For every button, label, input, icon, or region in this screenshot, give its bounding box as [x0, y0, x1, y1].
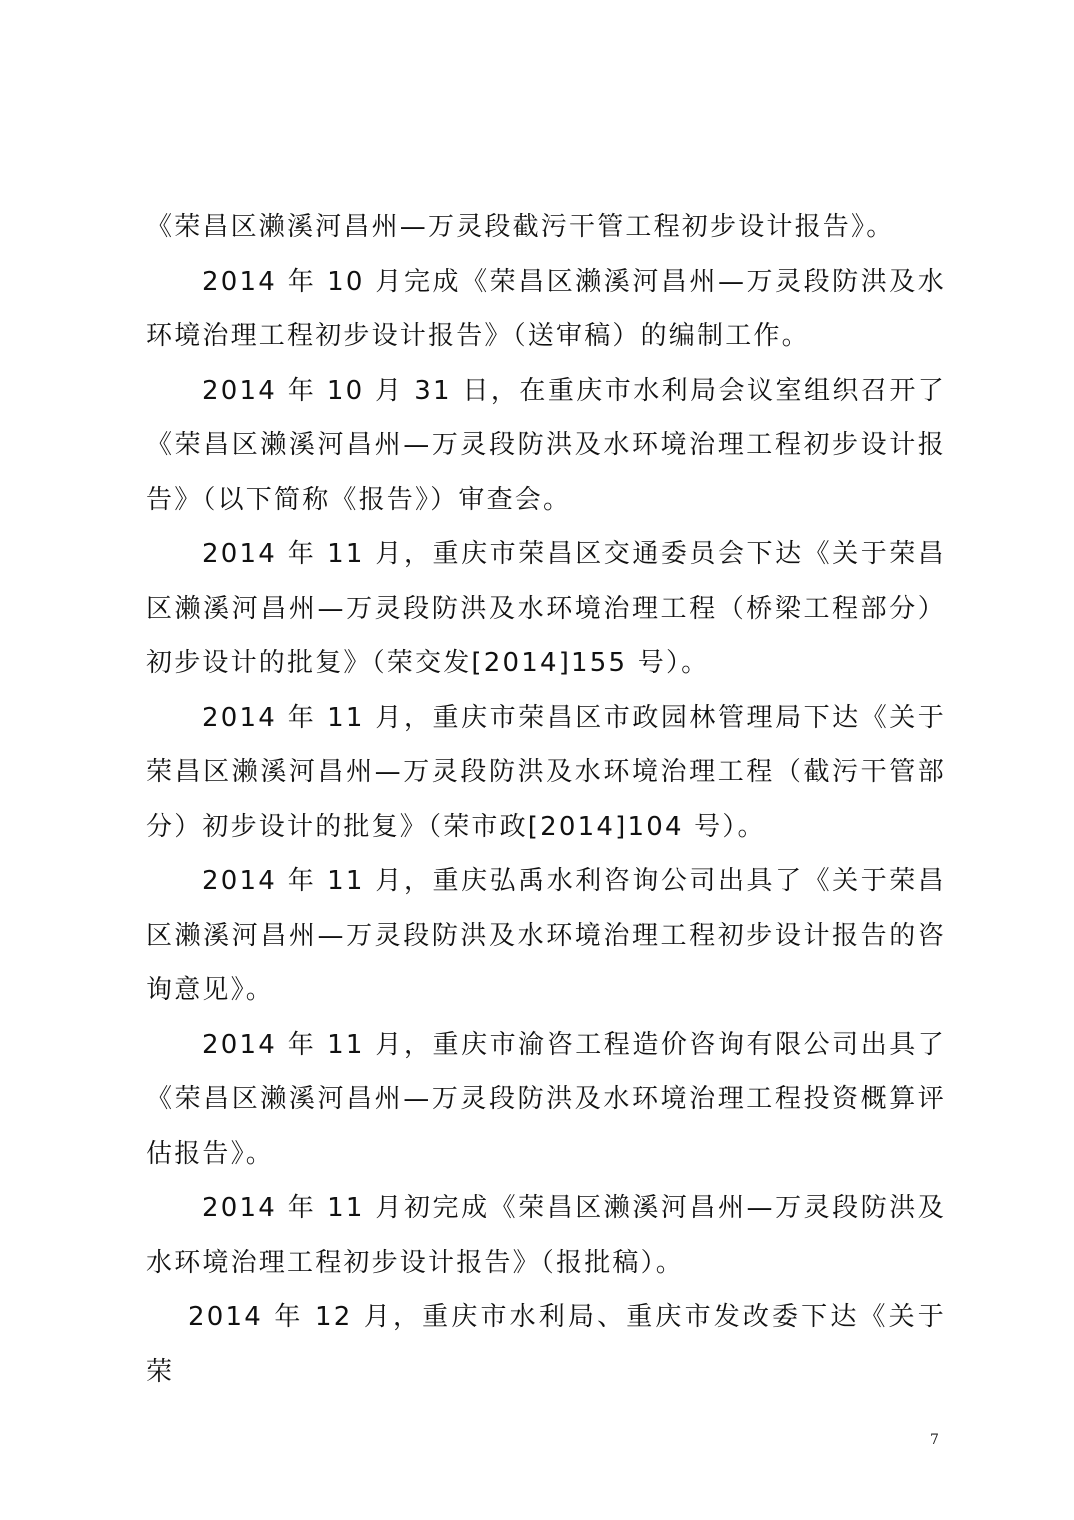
paragraph: 《荣昌区濑溪河昌州—万灵段截污干管工程初步设计报告》。: [146, 212, 895, 242]
paragraph: 2014 年 11 月，重庆弘禹水利咨询公司出具了《关于荣昌区濑溪河昌州—万灵段防洪及水环境治理工程初步设计报告的咨询意见》。: [146, 866, 946, 1005]
paragraph: 2014 年 10 月 31 日，在重庆市水利局会议室组织召开了《荣昌区濑溪河昌州—万灵段防洪及水环境治理工程初步设计报告》（以下简称《报告》）审查会。: [146, 375, 946, 515]
page-number: 7: [930, 1432, 939, 1448]
paragraph: 2014 年 11 月初完成《荣昌区濑溪河昌州—万灵段防洪及水环境治理工程初步设计报告》（报批稿）。: [146, 1193, 946, 1278]
body-text: [146, 200, 946, 1399]
paragraph: 2014 年 11 月，重庆市荣昌区市政园林管理局下达《关于荣昌区濑溪河昌州—万灵段防洪及水环境治理工程（截污干管部分）初步设计的批复》（荣市政[2014]104 号）。: [146, 702, 946, 842]
paragraph: 2014 年 10 月完成《荣昌区濑溪河昌州—万灵段防洪及水环境治理工程初步设计报告》（送审稿）的编制工作。: [146, 266, 946, 351]
paragraph: 2014 年 11 月，重庆市渝咨工程造价咨询有限公司出具了《荣昌区濑溪河昌州—万灵段防洪及水环境治理工程投资概算评估报告》。: [146, 1029, 946, 1169]
paragraph: 2014 年 11 月，重庆市荣昌区交通委员会下达《关于荣昌区濑溪河昌州—万灵段防洪及水环境治理工程（桥梁工程部分）初步设计的批复》（荣交发[2014]155 号）。: [146, 539, 946, 678]
paragraph: 2014 年 12 月，重庆市水利局、重庆市发改委下达《关于荣: [146, 1302, 946, 1387]
